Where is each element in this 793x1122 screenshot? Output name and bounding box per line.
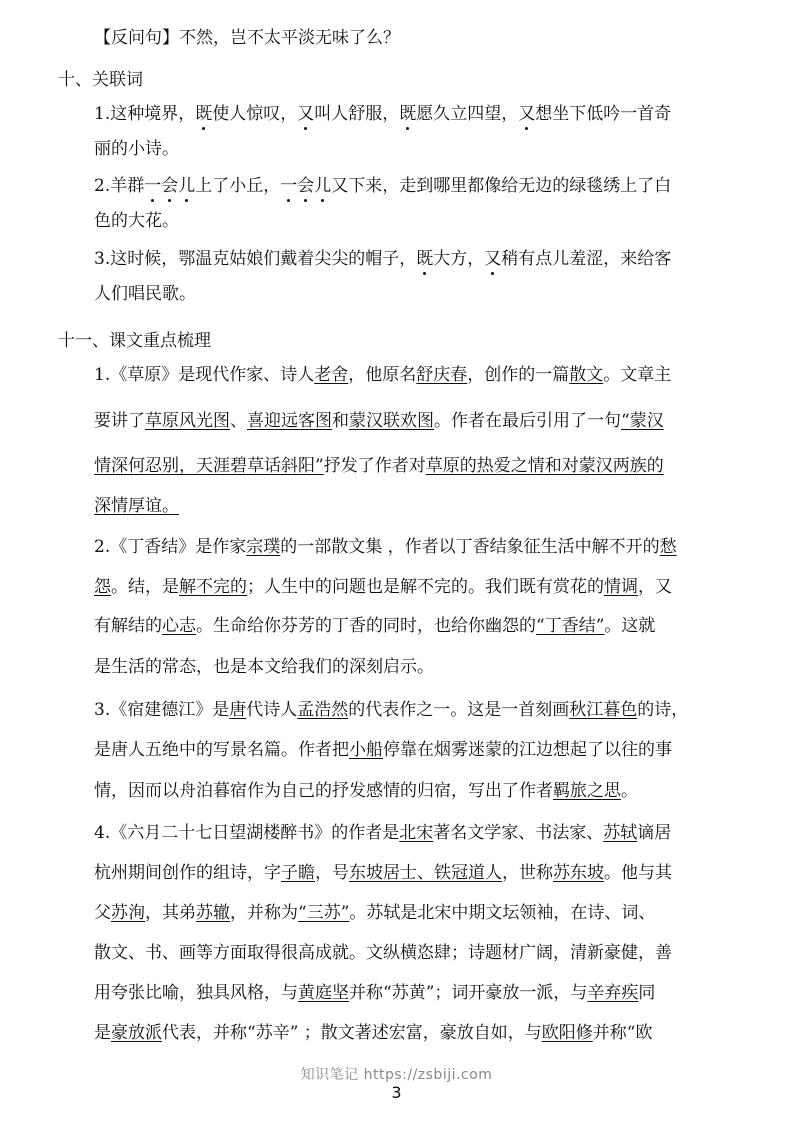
dotted-emphasis: 一 (144, 176, 162, 196)
text-span: ，号 (315, 863, 349, 883)
text-line (0, 861, 793, 885)
text-line (0, 614, 793, 638)
text-span: 谪居 (637, 823, 672, 843)
text-span: 散文、书、画等方面取得很高成就。文纵横恣肆；诗题材广阔，清新豪健，善 (94, 943, 672, 963)
text-span: 是唐人五绝中的写景名篇。作者把 (94, 740, 349, 760)
underlined-answer: 蒙汉联欢图 (349, 411, 434, 431)
text-span: 。文章主 (603, 365, 672, 385)
text-line (0, 821, 793, 845)
text-span: 2.羊群 (94, 176, 145, 196)
underlined-answer: 唐 (229, 700, 247, 720)
text-span: 同 (638, 983, 656, 1003)
text-line (0, 1021, 793, 1045)
text-span: 是 (94, 1023, 111, 1043)
underlined-answer: 舒庆春 (416, 365, 468, 385)
text-span: 愿久立四望， (416, 104, 519, 124)
underlined-answer: 北宋 (399, 823, 434, 843)
dotted-emphasis: 既 (399, 104, 417, 124)
text-span: 色的大花。 (94, 211, 179, 231)
text-line (0, 494, 793, 518)
text-span: 。结，是 (111, 577, 179, 597)
text-line (0, 409, 793, 433)
text-span: 。他与其 (604, 863, 672, 883)
dotted-emphasis: 既 (195, 104, 213, 124)
text-span: 想坐下低吟一首奇 (535, 104, 672, 124)
dotted-emphasis: 儿 (178, 176, 196, 196)
text-span: 代表，并称“苏辛” ；散文著述宏富，豪放自如，与 (162, 1023, 542, 1043)
underlined-answer: 宗璞 (246, 537, 281, 557)
dotted-emphasis: 又 (484, 249, 502, 269)
underlined-answer: 解不完的 (179, 577, 247, 597)
underlined-answer: 心志 (162, 616, 196, 636)
text-span: 又下来，走到哪里都像给无边的绿毯绣上了白 (331, 176, 672, 196)
text-span: 要讲了 (94, 411, 145, 431)
text-span: ；人生中的问题也是解不完的。我们既有赏花的 (247, 577, 604, 597)
text-span: 1.《草原》是现代作家、诗人 (94, 365, 315, 385)
underlined-answer: 苏轼 (603, 823, 638, 843)
text-span: 丽的小诗。 (94, 139, 179, 159)
text-span: 4.《六月二十七日望湖楼醉书》的作者是 (94, 823, 400, 843)
text-line (0, 698, 793, 722)
text-span: 十一、课文重点梳理 (58, 331, 211, 351)
underlined-answer: 苏辙 (196, 903, 230, 923)
text-line (0, 535, 793, 559)
text-span: ，并称为 (230, 903, 298, 923)
dotted-emphasis: 既 (416, 249, 434, 269)
text-line (0, 26, 793, 50)
text-line (0, 738, 793, 762)
text-line (0, 174, 793, 198)
underlined-answer: 草原风光图 (145, 411, 230, 431)
text-span: 是生活的常态，也是本文给我们的深刻启示。 (94, 657, 434, 677)
text-line (0, 981, 793, 1005)
text-line (0, 575, 793, 599)
underlined-answer: 草原的热爱之情和对蒙汉两族的 (425, 456, 664, 476)
text-span: 停靠在烟雾迷蒙的江边想起了以往的事 (383, 740, 672, 760)
text-span: 上了小丘， (195, 176, 281, 196)
text-line (0, 655, 793, 679)
text-span: 。作者在最后引用了一句 (434, 411, 621, 431)
text-span: 。生命给你芬芳的丁香的同时，也给你幽怨的 (196, 616, 536, 636)
text-span: ，创作的一篇 (467, 365, 570, 385)
underlined-answer: 秋江暮色 (569, 700, 638, 720)
underlined-answer: “丁香结” (536, 616, 605, 636)
text-span: 用夸张比喻，独具风格，与 (94, 983, 298, 1003)
underlined-answer: 情深何忍别，天涯碧草话斜阳” (94, 456, 324, 476)
text-span: ，又 (638, 577, 672, 597)
text-span: 的代表作之一。这是一首刻画 (348, 700, 570, 720)
text-span: 并称“苏黄”；词开豪放一派，与 (349, 983, 588, 1003)
text-line (0, 941, 793, 965)
dotted-emphasis: 一 (280, 176, 298, 196)
text-span: 的一部散文集 ，作者以丁香结象征生活中解不开的 (280, 537, 660, 557)
text-line (0, 247, 793, 271)
underlined-answer: 愁 (659, 537, 677, 557)
text-span: 人们唱民歌。 (94, 284, 196, 304)
dotted-emphasis: 会 (297, 176, 315, 196)
underlined-answer: 老舍 (314, 365, 349, 385)
underlined-answer: 散文 (569, 365, 604, 385)
text-span: 3.《宿建德江》是 (94, 700, 230, 720)
text-line (0, 282, 793, 306)
text-span: ，他原名 (348, 365, 417, 385)
text-span: 抒发了作者对 (323, 456, 426, 476)
underlined-answer: 豪放派 (111, 1023, 162, 1043)
text-span: 大方， (433, 249, 485, 269)
underlined-answer: 苏东坡 (553, 863, 604, 883)
watermark: 知识笔记 https://zsbiji.com (300, 1067, 493, 1083)
text-span: 1.这种境界， (94, 104, 196, 124)
text-line (0, 901, 793, 925)
page-number: 3 (391, 1083, 402, 1102)
text-span: 3.这时候，鄂温克姑娘们戴着尖尖的帽子， (94, 249, 417, 269)
dotted-emphasis: 又 (297, 104, 315, 124)
text-span: 。苏轼是北宋中期文坛领袖，在诗、词、 (349, 903, 656, 923)
underlined-answer: 小船 (349, 740, 383, 760)
underlined-answer: 黄庭坚 (298, 983, 349, 1003)
text-span: 父 (94, 903, 111, 923)
underlined-answer: 深情厚谊。 (94, 496, 179, 516)
underlined-answer: “蒙汉 (621, 411, 664, 431)
text-span: 十、关联词 (58, 70, 143, 90)
text-span: ，其弟 (145, 903, 196, 923)
text-span: 【反问句】不然，岂不太平淡无味了么？ (94, 28, 400, 48)
text-span: ，世称 (502, 863, 553, 883)
text-span: 2.《丁香结》是作家 (94, 537, 247, 557)
text-span: 和 (332, 411, 349, 431)
section-heading (0, 329, 793, 353)
text-span: 著名文学家、书法家、 (433, 823, 604, 843)
dotted-emphasis: 又 (518, 104, 536, 124)
text-line (0, 102, 793, 126)
text-span: 的诗， (637, 700, 689, 720)
text-span: 、 (230, 411, 247, 431)
underlined-answer: 辛弃疾 (587, 983, 639, 1003)
dotted-emphasis: 会 (161, 176, 179, 196)
text-span: 并称“欧 (592, 1023, 653, 1043)
underlined-answer: 怨 (94, 577, 111, 597)
underlined-answer: 苏洵 (111, 903, 145, 923)
text-line (0, 209, 793, 233)
underlined-answer: 喜迎远客图 (247, 411, 332, 431)
underlined-answer: 孟浩然 (297, 700, 349, 720)
text-line (0, 779, 793, 803)
text-line (0, 363, 793, 387)
text-span: 叫人舒服， (314, 104, 400, 124)
text-line (0, 454, 793, 478)
text-line (0, 137, 793, 161)
text-span: 代诗人 (246, 700, 298, 720)
underlined-answer: 子瞻 (281, 863, 315, 883)
dotted-emphasis: 儿 (314, 176, 332, 196)
underlined-answer: 欧阳修 (541, 1023, 593, 1043)
section-heading (0, 68, 793, 92)
underlined-answer: “三苏” (298, 903, 350, 923)
underlined-answer: 东坡居士、铁冠道人 (349, 863, 502, 883)
underlined-answer: 情调 (604, 577, 638, 597)
text-span: 有解结的 (94, 616, 162, 636)
underlined-answer: 羁旅之思 (553, 781, 621, 801)
text-span: 稍有点儿羞涩，来给客 (501, 249, 672, 269)
text-span: 。这就 (604, 616, 656, 636)
text-span: 杭州期间创作的组诗，字 (94, 863, 281, 883)
text-span: 。 (621, 781, 638, 801)
text-span: 情，因而以舟泊暮宿作为自己的抒发感情的归宿，写出了作者 (94, 781, 553, 801)
text-span: 使人惊叹， (212, 104, 298, 124)
